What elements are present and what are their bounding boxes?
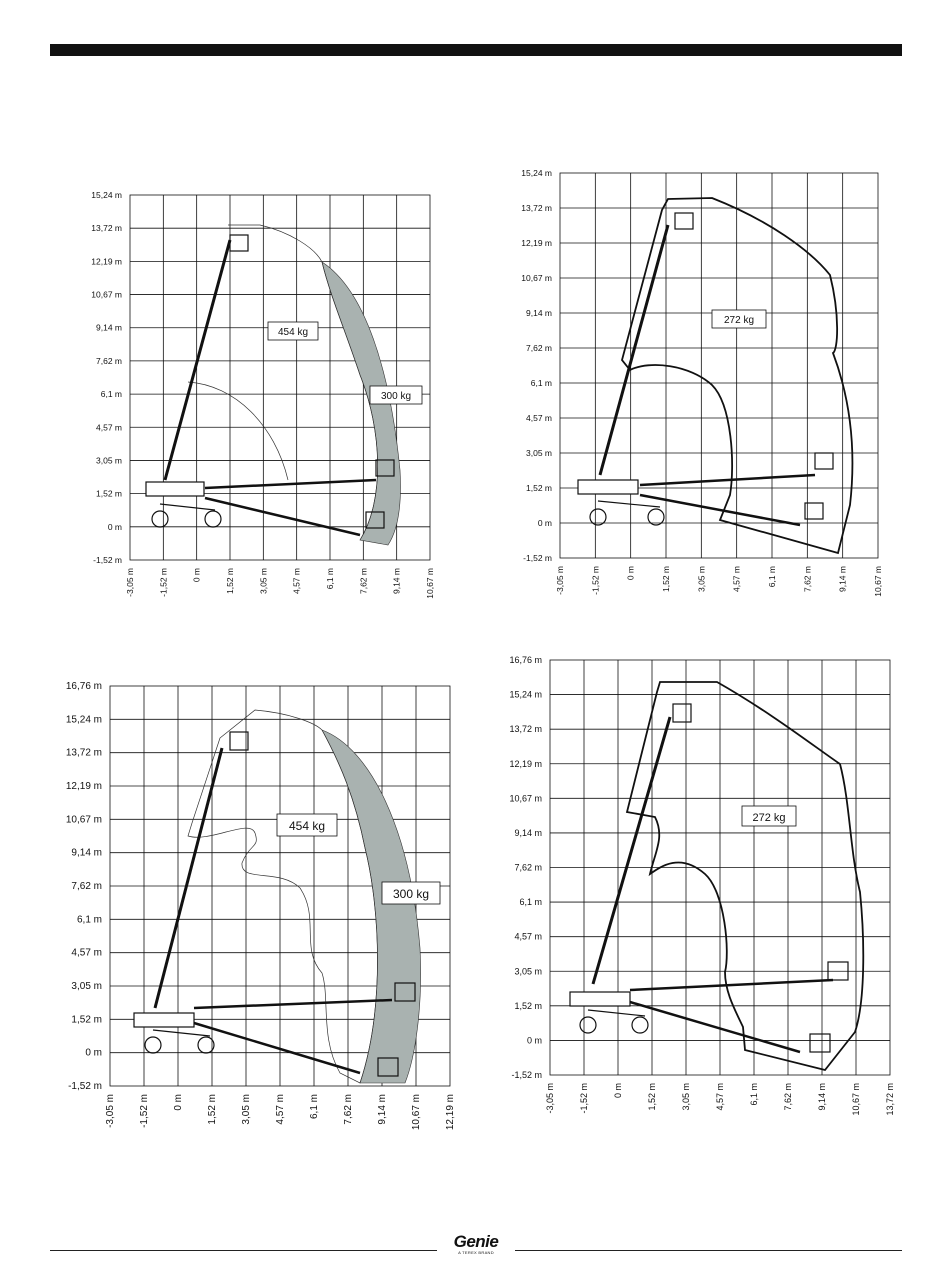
- y-tick-label: -1,52 m: [68, 1081, 102, 1092]
- machine: [578, 213, 833, 525]
- x-tick-label: 3,05 m: [241, 1094, 252, 1125]
- y-tick-label: -1,52 m: [93, 555, 122, 565]
- x-tick-label: 3,05 m: [696, 566, 707, 592]
- y-tick-label: 12,19 m: [91, 256, 122, 267]
- zone-label-272kg: [742, 806, 796, 826]
- x-tick-label: 0 m: [613, 1083, 623, 1099]
- y-tick-label: 6,1 m: [519, 897, 542, 908]
- wheel-rear-icon: [590, 509, 606, 525]
- grid: [550, 660, 890, 1075]
- y-tick-label: 13,72 m: [521, 203, 552, 213]
- platform-icon: [673, 704, 691, 722]
- x-tick-label: 7,62 m: [358, 568, 369, 594]
- x-tick-label: 9,14 m: [377, 1094, 388, 1125]
- y-tick-label: 1,52 m: [71, 1014, 102, 1026]
- zone-capacity-text: 454 kg: [288, 819, 326, 833]
- y-tick-label: 16,76 m: [509, 655, 542, 665]
- x-tick-label: 1,52 m: [225, 568, 235, 594]
- y-tick-label: 15,24 m: [509, 689, 542, 700]
- y-tick-label: 16,76 m: [65, 681, 102, 692]
- range-chart-3: [60, 678, 460, 1158]
- x-tick-label: 7,62 m: [802, 566, 813, 592]
- chassis: [578, 480, 638, 494]
- x-tick-label: 9,14 m: [817, 1083, 827, 1111]
- wheel-front-icon: [632, 1017, 648, 1033]
- y-tick-label: 13,72 m: [65, 747, 102, 759]
- footer-rule-right: [515, 1250, 902, 1251]
- grid: [560, 173, 878, 558]
- y-tick-label: 7,62 m: [514, 862, 542, 873]
- zone-capacity-text: 272 kg: [752, 812, 786, 824]
- x-tick-label: -1,52 m: [158, 568, 169, 597]
- x-tick-label: 4,57 m: [291, 568, 302, 594]
- zone-300kg-area: [322, 730, 421, 1083]
- y-tick-label: 6,1 m: [100, 389, 122, 400]
- y-tick-label: 4,57 m: [514, 931, 542, 942]
- y-tick-label: 10,67 m: [65, 814, 102, 826]
- y-tick-label: 1,52 m: [514, 1000, 542, 1011]
- y-tick-label: 9,14 m: [514, 827, 542, 838]
- wheel-rear-icon: [580, 1017, 596, 1033]
- chassis: [134, 1013, 194, 1027]
- y-tick-label: 4,57 m: [96, 422, 122, 433]
- x-tick-label: 6,1 m: [325, 568, 335, 590]
- x-tick-label: 4,57 m: [275, 1094, 286, 1125]
- wheel-front-icon: [205, 511, 221, 527]
- x-tick-label: 0 m: [625, 566, 636, 581]
- y-tick-label: 3,05 m: [96, 455, 122, 466]
- chassis: [570, 992, 630, 1006]
- genie-logo: [440, 1233, 512, 1263]
- zone-label-300kg: [382, 882, 440, 904]
- zone-capacity-text: 454 kg: [277, 327, 309, 338]
- work-envelope: [622, 198, 852, 553]
- x-tick-label: 9,14 m: [837, 566, 848, 592]
- logo-tagline: A TEREX BRAND: [458, 1250, 494, 1255]
- wheel-rear-icon: [145, 1037, 161, 1053]
- x-tick-label: -3,05 m: [555, 566, 565, 595]
- y-tick-label: 3,05 m: [71, 981, 102, 992]
- y-tick-label: 12,19 m: [65, 781, 102, 792]
- x-tick-label: 6,1 m: [767, 566, 777, 588]
- zone-454kg-outline: [188, 225, 378, 540]
- machine: [146, 235, 394, 535]
- x-tick-label: -3,05 m: [545, 1083, 555, 1114]
- x-tick-label: 3,05 m: [681, 1083, 691, 1111]
- x-tick-label: 6,1 m: [309, 1094, 320, 1120]
- y-tick-label: 12,19 m: [509, 758, 542, 769]
- zone-capacity-text: 272 kg: [723, 315, 755, 326]
- x-tick-label: 10,67 m: [851, 1083, 861, 1116]
- x-tick-label: 10,67 m: [873, 566, 883, 597]
- y-tick-label: 15,24 m: [521, 168, 552, 178]
- zone-label-272kg: [712, 310, 766, 328]
- x-tick-label: 10,67 m: [411, 1094, 422, 1131]
- zone-label-300kg: [370, 386, 422, 404]
- y-tick-label: 3,05 m: [526, 448, 552, 458]
- y-tick-label: 12,19 m: [521, 238, 552, 248]
- y-tick-label: 3,05 m: [514, 966, 542, 977]
- zone-label-454kg: [268, 322, 318, 340]
- y-tick-label: 15,24 m: [65, 714, 102, 726]
- x-tick-label: -1,52 m: [579, 1083, 589, 1114]
- y-tick-label: 4,57 m: [526, 413, 552, 423]
- platform-icon: [810, 1034, 830, 1052]
- platform-icon: [815, 453, 833, 469]
- chassis: [146, 482, 204, 496]
- platform-icon: [230, 235, 248, 251]
- x-tick-label: 1,52 m: [661, 566, 671, 592]
- y-tick-label: 0 m: [85, 1047, 102, 1059]
- y-tick-label: 9,14 m: [526, 308, 552, 318]
- y-tick-label: 7,62 m: [526, 343, 552, 353]
- y-tick-label: 6,1 m: [530, 378, 552, 388]
- y-tick-label: 13,72 m: [509, 724, 542, 735]
- footer-rule-left: [50, 1250, 437, 1251]
- y-tick-label: 0 m: [526, 1035, 542, 1046]
- x-tick-label: 6,1 m: [749, 1083, 759, 1106]
- x-tick-label: -1,52 m: [590, 566, 601, 595]
- logo-word: Genie: [453, 1232, 499, 1251]
- platform-icon: [230, 732, 248, 750]
- y-tick-label: 7,62 m: [96, 355, 122, 366]
- y-tick-label: 1,52 m: [96, 488, 122, 499]
- x-tick-label: 7,62 m: [783, 1083, 793, 1111]
- wheel-rear-icon: [152, 511, 168, 527]
- y-tick-label: 15,24 m: [91, 190, 122, 200]
- y-tick-label: 10,67 m: [91, 289, 122, 300]
- x-tick-label: 0 m: [173, 1094, 184, 1111]
- x-tick-label: -3,05 m: [105, 1094, 116, 1128]
- x-tick-label: 4,57 m: [715, 1083, 725, 1111]
- zone-capacity-text: 300 kg: [380, 391, 412, 402]
- y-tick-label: 1,52 m: [526, 483, 552, 493]
- x-tick-label: 12,19 m: [445, 1094, 456, 1131]
- x-tick-label: 0 m: [191, 568, 202, 583]
- x-tick-label: 10,67 m: [425, 568, 435, 599]
- x-tick-label: 1,52 m: [647, 1083, 657, 1111]
- y-tick-label: 0 m: [107, 521, 122, 532]
- zone-272kg-outline: [622, 198, 852, 553]
- y-tick-label: 0 m: [537, 518, 552, 528]
- y-tick-label: 6,1 m: [76, 914, 102, 926]
- platform-icon: [675, 213, 693, 229]
- y-tick-label: 10,67 m: [521, 273, 552, 283]
- y-tick-label: 9,14 m: [71, 847, 102, 859]
- y-tick-label: 10,67 m: [509, 793, 542, 804]
- x-tick-label: 3,05 m: [258, 568, 269, 594]
- range-chart-1: [60, 180, 440, 640]
- range-chart-2: [500, 165, 890, 635]
- x-tick-label: 9,14 m: [391, 568, 402, 594]
- y-tick-label: 4,57 m: [71, 947, 102, 959]
- wheel-front-icon: [648, 509, 664, 525]
- y-tick-label: 9,14 m: [96, 322, 122, 333]
- x-tick-label: 1,52 m: [207, 1094, 218, 1125]
- y-tick-label: 7,62 m: [71, 881, 102, 892]
- x-tick-label: 13,72 m: [885, 1083, 895, 1116]
- y-tick-label: -1,52 m: [523, 553, 552, 563]
- x-tick-label: -3,05 m: [125, 568, 135, 597]
- header-rule: [50, 44, 902, 56]
- zone-capacity-text: 300 kg: [392, 887, 430, 901]
- x-tick-label: -1,52 m: [139, 1094, 150, 1128]
- range-chart-4: [495, 652, 905, 1152]
- y-tick-label: -1,52 m: [511, 1070, 542, 1080]
- y-tick-label: 13,72 m: [91, 223, 122, 234]
- zone-label-454kg: [277, 814, 337, 836]
- x-tick-label: 4,57 m: [731, 566, 742, 592]
- x-tick-label: 7,62 m: [343, 1094, 354, 1125]
